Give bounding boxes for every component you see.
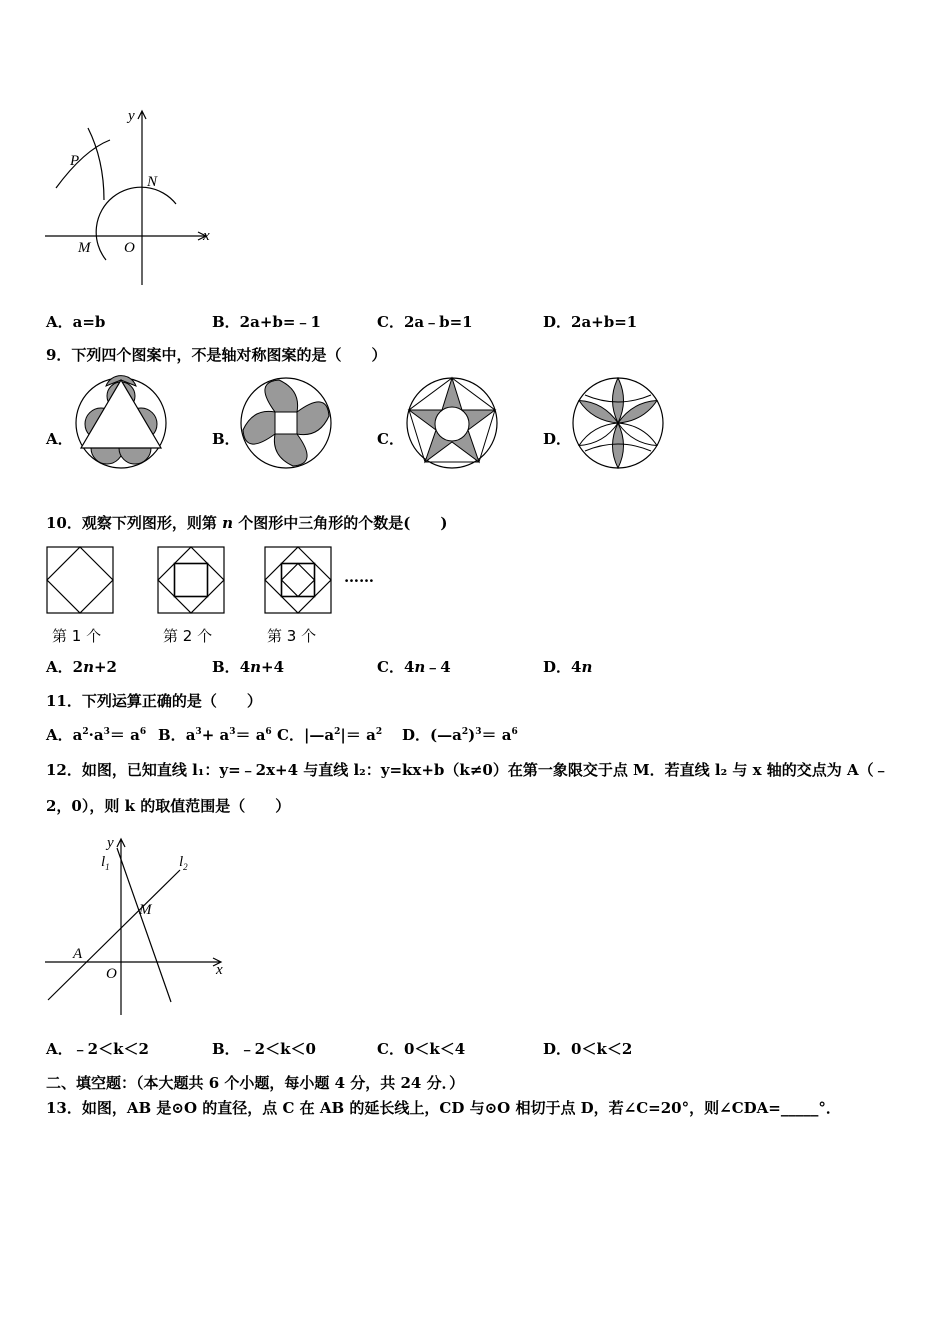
q10-option-d[interactable]: D．4n: [543, 658, 593, 676]
q9-option-d[interactable]: D．: [543, 430, 572, 448]
q10-stem: [46, 512, 447, 533]
q8-option-a[interactable]: A．a=b: [46, 313, 106, 331]
q10-stem-var: n: [222, 514, 234, 532]
q9-option-c[interactable]: C．: [377, 430, 404, 448]
q10-option-b[interactable]: B．4n+4: [212, 658, 285, 676]
q8-option-c[interactable]: C．2a﹣b=1: [377, 313, 473, 331]
q8-figure: [40, 100, 230, 290]
q8-option-d[interactable]: D．2a+b=1: [543, 313, 638, 331]
label-x: x: [216, 962, 223, 978]
label-a: A: [73, 946, 83, 962]
q11-stem: 11．下列运算正确的是（ ）: [46, 692, 262, 710]
label-y: y: [107, 835, 114, 851]
q11-option-d[interactable]: D．$(—a^2)^3= a^6$: [402, 726, 518, 744]
section-2-heading: 二、填空题：（本大题共 6 个小题，每小题 4 分，共 24 分．）: [46, 1074, 465, 1092]
q9-pattern-d: [571, 376, 665, 470]
q12-stem-line1: 12．如图，已知直线 l₁：y=﹣2x+4 与直线 l₂：y=kx+b（k≠0）在第一象限交于点 M．若直线 l₂ 与 x 轴的交点为 A（﹣: [46, 761, 889, 779]
label-y: y: [128, 108, 135, 124]
q10-caption-2: 第 2 个: [163, 627, 213, 645]
q10-ellipsis: ……: [344, 568, 374, 586]
q11-option-c[interactable]: C．$|—a^2|= a^2$: [277, 726, 383, 744]
label-l2: $l_2$: [179, 854, 188, 872]
label-m: M: [139, 902, 152, 918]
label-n: N: [147, 174, 158, 190]
q12-option-b[interactable]: B．﹣2＜k＜0: [212, 1040, 316, 1058]
arc-p2: [88, 128, 104, 200]
q9-stem: 9．下列四个图案中，不是轴对称图案的是（ ）: [46, 346, 387, 364]
label-o: O: [124, 240, 135, 256]
label-p: P: [70, 153, 80, 169]
q10-option-a[interactable]: A．2n+2: [46, 658, 117, 676]
q10-stem-b: 个图形中三角形的个数是( ): [233, 514, 448, 532]
q10-caption-3: 第 3 个: [267, 627, 317, 645]
label-l1: $l_1$: [101, 854, 110, 872]
arc-p1: [56, 140, 110, 188]
label-m: M: [78, 240, 91, 256]
q9-option-a[interactable]: A．: [46, 430, 73, 448]
q12-stem-line2: 2，0），则 k 的取值范围是（ ）: [46, 797, 291, 815]
q12-option-d[interactable]: D．0＜k＜2: [543, 1040, 633, 1058]
q12-figure: [40, 830, 240, 1020]
arc-mn: [96, 187, 176, 260]
q10-figure-2: [157, 546, 227, 616]
q13-stem: 13．如图，AB 是⊙O 的直径，点 C 在 AB 的延长线上，CD 与⊙O 相切于点 D，若∠C=20°，则∠CDA=_____°．: [46, 1099, 841, 1117]
label-o: O: [106, 966, 117, 982]
q8-option-b[interactable]: B．2a+b=﹣1: [212, 313, 321, 331]
q10-figure-1: [46, 546, 116, 616]
q12-option-c[interactable]: C．0＜k＜4: [377, 1040, 466, 1058]
q10-option-c[interactable]: C．4n﹣4: [377, 658, 451, 676]
line-l1: [117, 848, 171, 1002]
q10-stem-a: 10．观察下列图形，则第: [46, 514, 223, 532]
q9-pattern-b: [239, 376, 333, 470]
q12-option-a[interactable]: A．﹣2＜k＜2: [46, 1040, 149, 1058]
q11-option-b[interactable]: B．$a^3+ a^3= a^6$: [158, 726, 272, 744]
label-x: x: [203, 228, 210, 244]
q9-option-b[interactable]: B．: [212, 430, 240, 448]
q11-option-a[interactable]: A．$a^2\cdot a^3= a^6$: [46, 726, 147, 744]
q10-figure-3: [264, 546, 334, 616]
q9-pattern-c: [405, 376, 499, 470]
q9-pattern-a: [74, 376, 168, 470]
q10-caption-1: 第 1 个: [52, 627, 102, 645]
